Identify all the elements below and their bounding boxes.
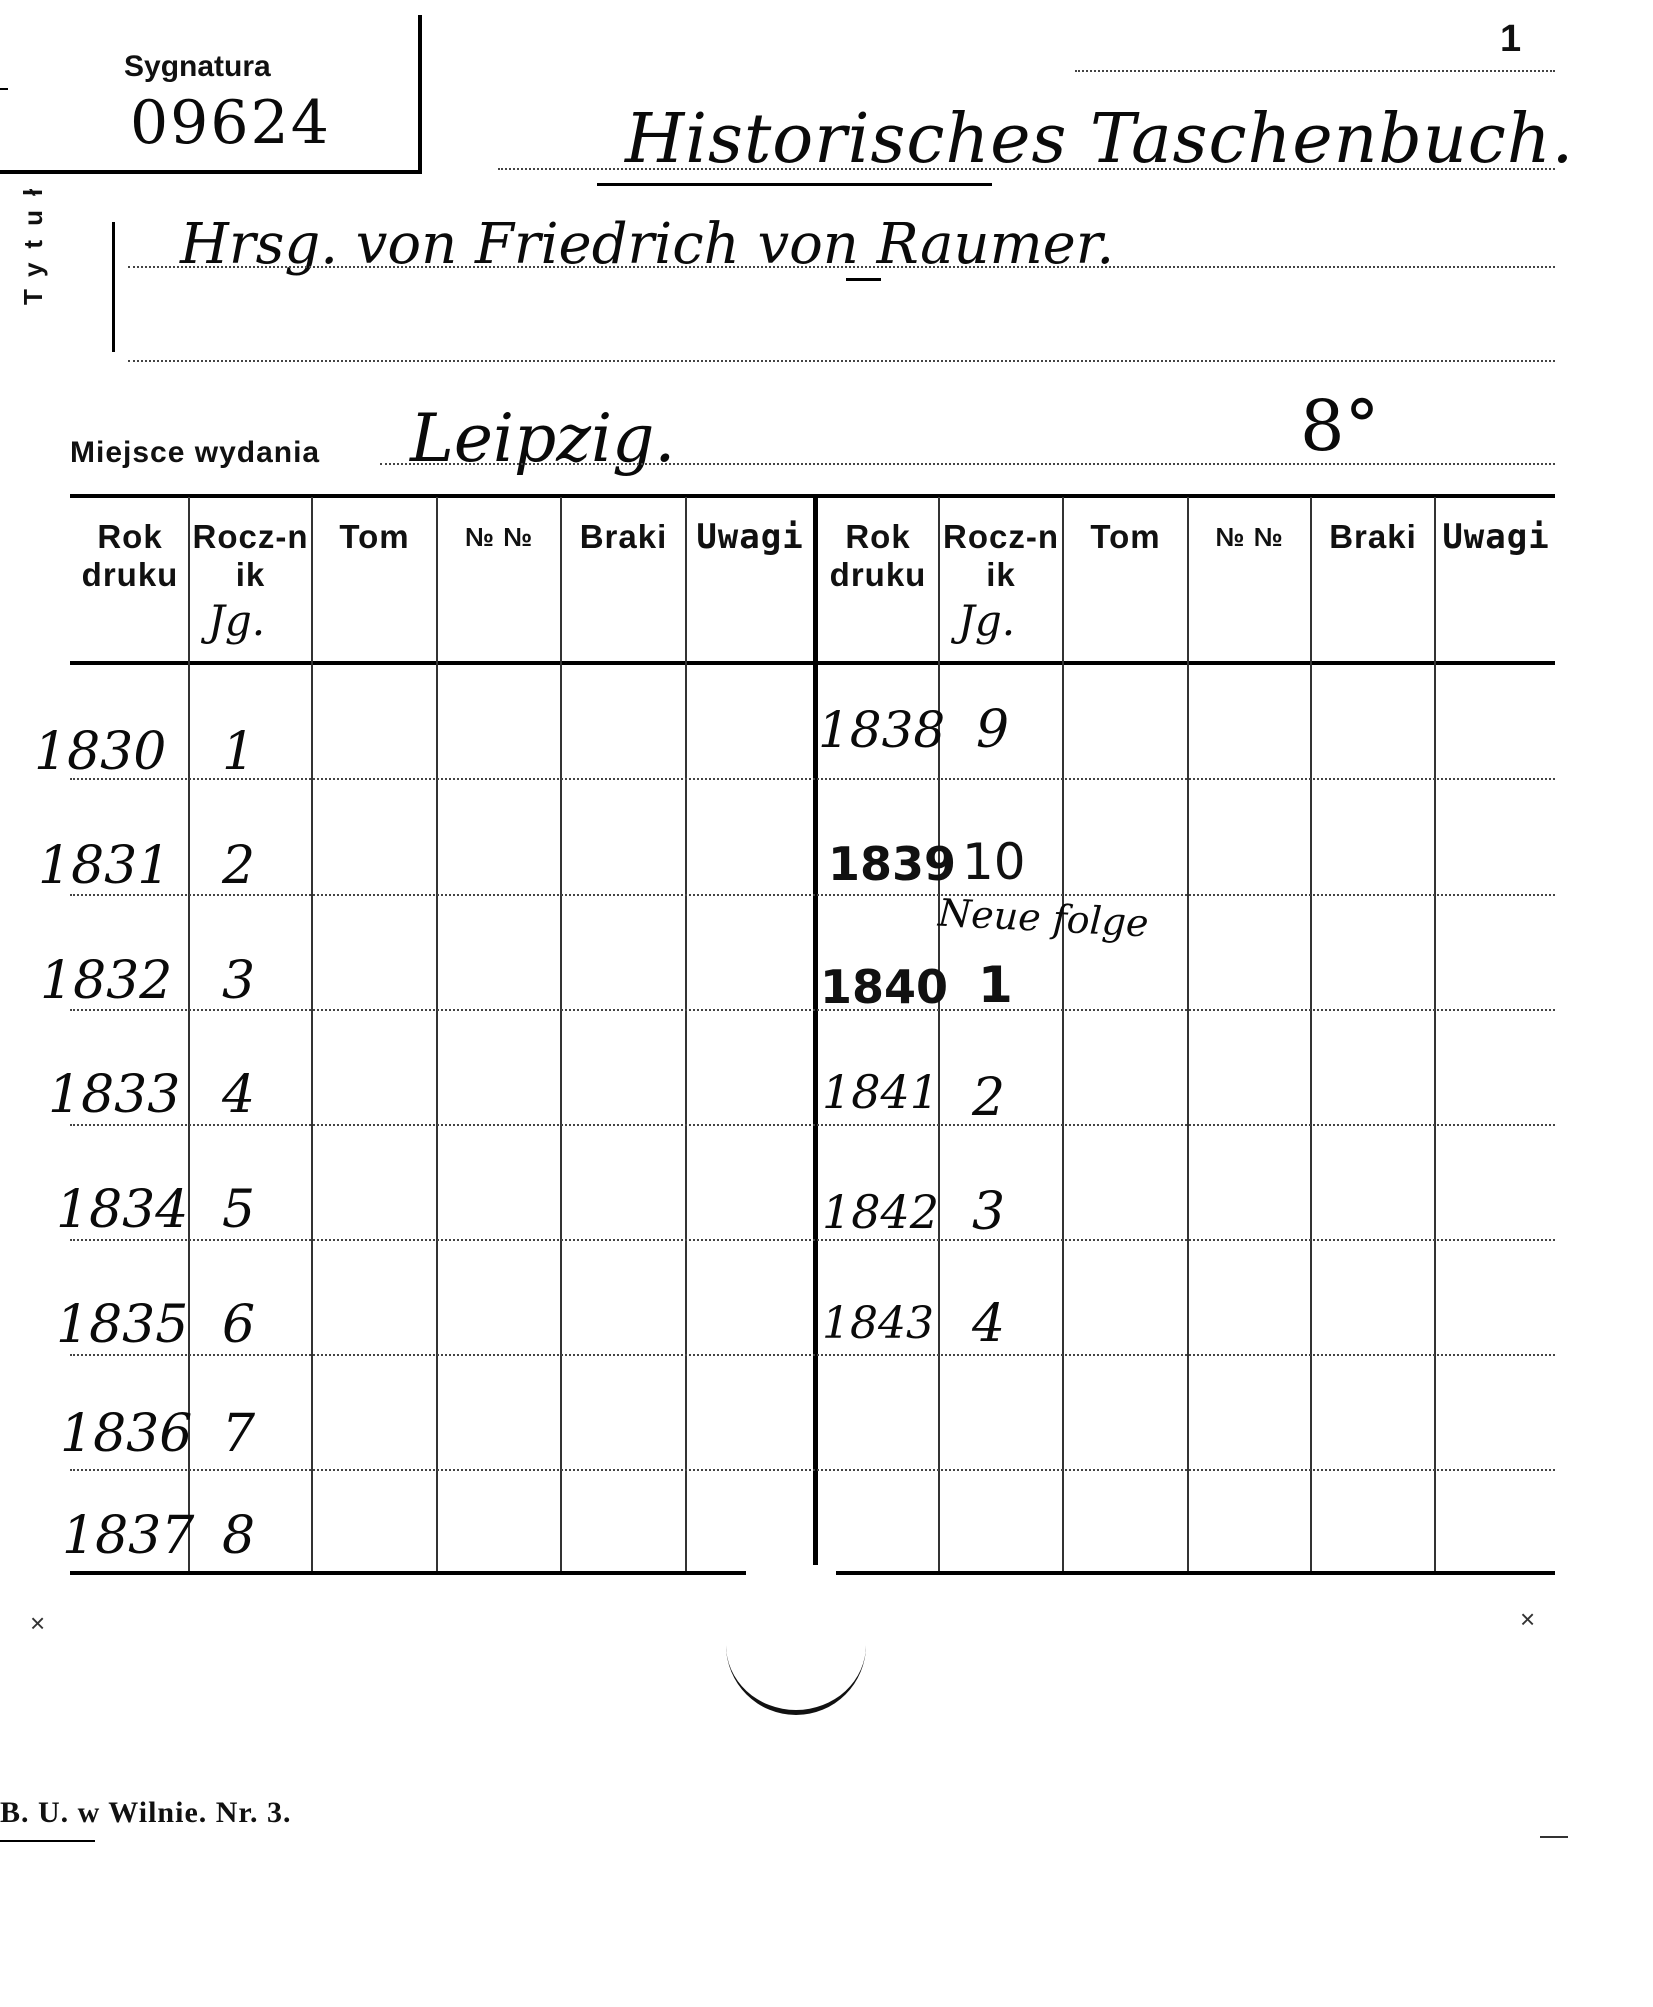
row-year: 1843 <box>822 1298 934 1349</box>
title-subtitle: Hrsg. von Friedrich von Raumer. <box>180 212 1115 277</box>
header-rocznik-note: Jg. <box>958 596 1016 645</box>
row-separator <box>70 1009 1555 1011</box>
footer-text: B. U. w Wilnie. Nr. 3. <box>0 1796 292 1829</box>
row-year: 1840 <box>820 960 949 1014</box>
row-year: 1830 <box>34 722 167 782</box>
row-separator <box>70 1354 1555 1356</box>
title-line-2 <box>128 266 1555 268</box>
title-line-1 <box>498 168 1555 170</box>
row-year: 1835 <box>56 1295 189 1355</box>
col-line <box>436 497 438 1571</box>
row-rocznik: 1 <box>978 956 1013 1014</box>
col-line <box>1062 497 1064 1571</box>
header-uwagi: Uwagi <box>696 517 804 557</box>
row-rocznik: 4 <box>222 1065 256 1125</box>
footer-underline <box>0 1840 95 1842</box>
edge-mark-right <box>1540 1836 1568 1838</box>
table-bottom-border-right <box>836 1571 1555 1575</box>
row-year: 1833 <box>48 1065 181 1125</box>
row-rocznik: 10 <box>962 833 1026 891</box>
header-tom: Tom <box>339 518 410 555</box>
row-separator <box>70 1469 1555 1471</box>
title-main: Historisches Taschenbuch. <box>625 100 1575 179</box>
row-year: 1839 <box>828 837 957 891</box>
place-line <box>380 463 1555 465</box>
col-line <box>311 497 313 1571</box>
row-year: 1832 <box>40 951 173 1011</box>
corner-mark-right: × <box>1520 1604 1536 1634</box>
row-rocznik: 8 <box>222 1506 256 1566</box>
header-braki: Braki <box>579 518 668 555</box>
signature-box-right-border <box>418 15 422 173</box>
header-tom: Tom <box>1090 518 1161 555</box>
signature-value: 09624 <box>130 88 331 158</box>
col-line <box>938 497 940 1571</box>
col-line <box>1310 497 1312 1571</box>
signature-box-bottom-border <box>0 170 422 174</box>
row-rocznik: 2 <box>972 1068 1006 1128</box>
row-rocznik: 1 <box>222 722 256 782</box>
row-rocznik: 2 <box>222 836 256 896</box>
signature-label: Sygnatura <box>124 50 271 83</box>
header-rocznik: Rocz-nik <box>943 518 1059 593</box>
row-separator <box>70 778 1555 780</box>
col-line <box>1434 497 1436 1571</box>
punch-hole-mark <box>726 1640 866 1715</box>
header-rok-druku: Rok druku <box>81 518 179 593</box>
row-separator <box>70 1124 1555 1126</box>
row-rocznik: 4 <box>972 1294 1006 1354</box>
place-label: Miejsce wydania <box>70 436 321 469</box>
row-year: 1831 <box>38 836 171 896</box>
row-rocznik: 9 <box>976 700 1010 760</box>
place-value: Leipzig. <box>410 400 676 477</box>
row-separator <box>70 894 1555 896</box>
table-bottom-border-left <box>70 1571 746 1575</box>
header-rocznik-note: Jg. <box>208 596 266 645</box>
title-label-bracket <box>112 222 115 352</box>
raumer-underline <box>846 278 881 281</box>
row-rocznik: 7 <box>222 1404 256 1464</box>
header-numery: № № <box>464 522 534 552</box>
title-label: Tytuł <box>18 174 48 305</box>
col-line <box>1187 497 1189 1571</box>
row-year: 1842 <box>822 1185 940 1239</box>
row-year: 1841 <box>822 1065 940 1119</box>
row-rocznik: 6 <box>222 1295 256 1355</box>
corner-mark-left: × <box>30 1608 46 1638</box>
table-center-divider <box>813 497 818 1565</box>
header-uwagi: Uwagi <box>1442 517 1550 557</box>
header-braki: Braki <box>1329 518 1417 555</box>
neue-folge-annotation: Neue folge <box>936 890 1150 946</box>
title-underline <box>597 183 992 186</box>
row-year: 1834 <box>56 1180 189 1240</box>
row-year: 1837 <box>62 1506 195 1566</box>
card-number: 1 <box>1500 18 1522 60</box>
row-year: 1838 <box>818 701 946 759</box>
row-rocznik: 5 <box>222 1180 256 1240</box>
header-numery: № № <box>1215 522 1284 552</box>
row-rocznik: 3 <box>222 951 256 1011</box>
header-rocznik: Rocz-nik <box>192 518 309 593</box>
header-rok-druku: Rok druku <box>829 518 927 593</box>
format-value: 8° <box>1300 385 1380 467</box>
number-line <box>1075 70 1555 72</box>
row-year: 1836 <box>60 1404 193 1464</box>
col-line <box>560 497 562 1571</box>
left-edge-mark <box>0 88 8 90</box>
title-line-3 <box>128 360 1555 362</box>
row-separator <box>70 1239 1555 1241</box>
row-rocznik: 3 <box>972 1182 1006 1242</box>
col-line <box>685 497 687 1571</box>
